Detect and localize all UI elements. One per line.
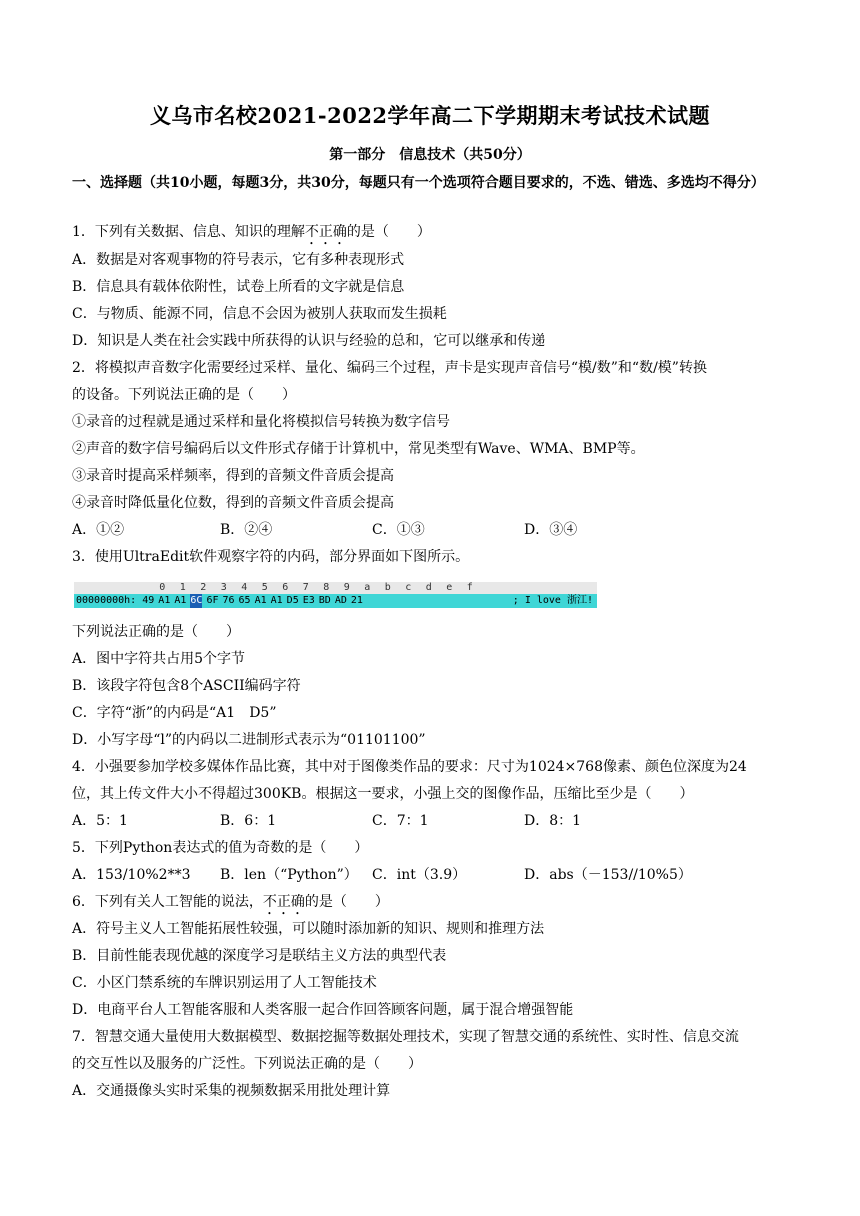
q7-option-a: A．交通摄像头实时采集的视频数据采用批处理计算 [72,1083,391,1099]
q7-stem-line1: 7．智慧交通大量使用大数据模型、数据挖掘等数据处理技术，实现了智慧交通的系统性、实时性、信息交流 [72,1029,739,1045]
q2-stem-line1: 2．将模拟声音数字化需要经过采样、量化、编码三个过程，声卡是实现声音信号“模/数”和“数/模”转换 [72,360,707,376]
q6-option-d: D．电商平台人工智能客服和人类客服一起合作回答顾客问题，属于混合增强智能 [72,1002,574,1018]
q4-option-a: A．5：1 [72,813,128,829]
hex-text-preview: ; I love 浙江! [512,595,593,606]
hex-byte: A1 [270,595,283,606]
hex-header-col: d [425,582,432,593]
q5-stem: 5．下列Python表达式的值为奇数的是（ ） [72,840,369,856]
q6-stem [72,892,389,918]
q4-stem-line2: 位，其上传文件大小不得超过300KB。根据这一要求，小强上交的图像作品，压缩比至少是（ ） [72,786,694,802]
q1-option-d: D．知识是人类在社会实践中所获得的认识与经验的总和，它可以继承和传递 [72,333,546,349]
q2-stem-line2: 的设备。下列说法正确的是（ ） [72,387,296,403]
part-subtitle: 第一部分 信息技术（共50分） [329,147,531,163]
q5-option-d: D．abs（－153//10%5） [524,867,692,883]
q4-option-d: D．8：1 [524,813,582,829]
q3-option-c: C．字符“浙”的内码是“A1 D5” [72,705,277,721]
q4-stem-line1: 4．小强要参加学校多媒体作品比赛，其中对于图像类作品的要求：尺寸为1024×768像素、颜色位深度为24 [72,759,747,775]
hex-byte: BD [318,595,331,606]
q7-stem-line2: 的交互性以及服务的广泛性。下列说法正确的是（ ） [72,1056,422,1072]
q1-option-c: C．与物质、能源不同，信息不会因为被别人获取而发生损耗 [72,306,447,322]
q2-statement-1: ①录音的过程就是通过采样和量化将模拟信号转换为数字信号 [72,414,450,430]
q3-option-d: D．小写字母“l”的内码以二进制形式表示为“01101100” [72,732,426,748]
hex-byte: 65 [238,595,251,606]
hex-header-col: 8 [323,582,330,593]
hex-header-col: b [384,582,391,593]
hex-header-col: 2 [200,582,207,593]
q1-stem [72,222,431,248]
q1-stem-text: 1．下列有关数据、信息、知识的理解 [72,224,305,240]
q6-option-c: C．小区门禁系统的车牌识别运用了人工智能技术 [72,975,377,991]
hex-header-col: 6 [282,582,289,593]
q6-stem-end: 的是（ ） [304,894,389,910]
q6-option-a: A．符号主义人工智能拓展性较强，可以随时添加新的知识、规则和推理方法 [72,921,545,937]
hex-byte: 49 [142,595,155,606]
q4-option-c: C．7：1 [372,813,429,829]
hex-header-col: 4 [241,582,248,593]
q2-option-a: A．①② [72,522,125,538]
hex-header-col: e [446,582,453,593]
q2-option-b: B．②④ [220,522,273,538]
q5-option-a: A．153/10%2**3 [72,867,191,883]
hex-row [74,594,597,608]
q2-statement-2: ②声音的数字信号编码后以文件形式存储于计算机中，常见类型有Wave、WMA、BMP等。 [72,441,645,457]
hex-header-col: 5 [261,582,268,593]
q3-option-b: B．该段字符包含8个ASCII编码字符 [72,678,301,694]
q6-emphasis: 不正确 [262,894,305,910]
q2-option-d: D．③④ [524,522,578,538]
hex-header-col: f [466,582,473,593]
q5-option-c: C．int（3.9） [372,867,467,883]
q6-stem-text: 6．下列有关人工智能的说法， [72,894,263,910]
hex-header-col: a [364,582,371,593]
q4-option-b: B．6：1 [220,813,277,829]
q3-prompt: 下列说法正确的是（ ） [72,624,240,640]
hex-column-header [74,582,597,594]
ultraedit-hex-view [74,582,597,608]
hex-header-col: 7 [302,582,309,593]
hex-byte: 6F [206,595,219,606]
q2-statement-3: ③录音时提高采样频率，得到的音频文件音质会提高 [72,468,394,484]
q1-stem-end: 的是（ ） [346,224,431,240]
section-heading: 一、选择题（共10小题，每题3分，共30分，每题只有一个选项符合题目要求的，不选、错选、多选均不得分） [72,175,765,191]
hex-byte: D5 [286,595,299,606]
hex-byte: E3 [302,595,315,606]
q1-option-b: B．信息具有载体依附性，试卷上所看的文字就是信息 [72,279,405,295]
q2-statement-4: ④录音时降低量化位数，得到的音频文件音质会提高 [72,495,394,511]
q1-option-a: A．数据是对客观事物的符号表示，它有多种表现形式 [72,252,405,268]
hex-byte: A1 [254,595,267,606]
hex-address: 00000000h: [76,595,137,606]
hex-byte: 21 [350,595,363,606]
hex-header-col: 0 [159,582,166,593]
page-title: 义乌市名校2021-2022学年高二下学期期末考试技术试题 [149,103,711,128]
q3-stem: 3．使用UltraEdit软件观察字符的内码，部分界面如下图所示。 [72,549,470,565]
q3-option-a: A．图中字符共占用5个字节 [72,651,246,667]
q2-option-c: C．①③ [372,522,425,538]
hex-bytes [142,595,367,606]
hex-header-col: 3 [220,582,227,593]
hex-byte: A1 [174,595,187,606]
hex-header-col: 9 [343,582,350,593]
hex-byte: AD [334,595,347,606]
hex-byte: A1 [158,595,171,606]
hex-header-col: 1 [179,582,186,593]
hex-byte: 6C [190,595,203,606]
hex-header-col: c [405,582,412,593]
q5-option-b: B．len（“Python”） [220,867,358,883]
q6-option-b: B．目前性能表现优越的深度学习是联结主义方法的典型代表 [72,948,447,964]
q1-emphasis: 不正确 [304,224,347,240]
hex-byte: 76 [222,595,235,606]
